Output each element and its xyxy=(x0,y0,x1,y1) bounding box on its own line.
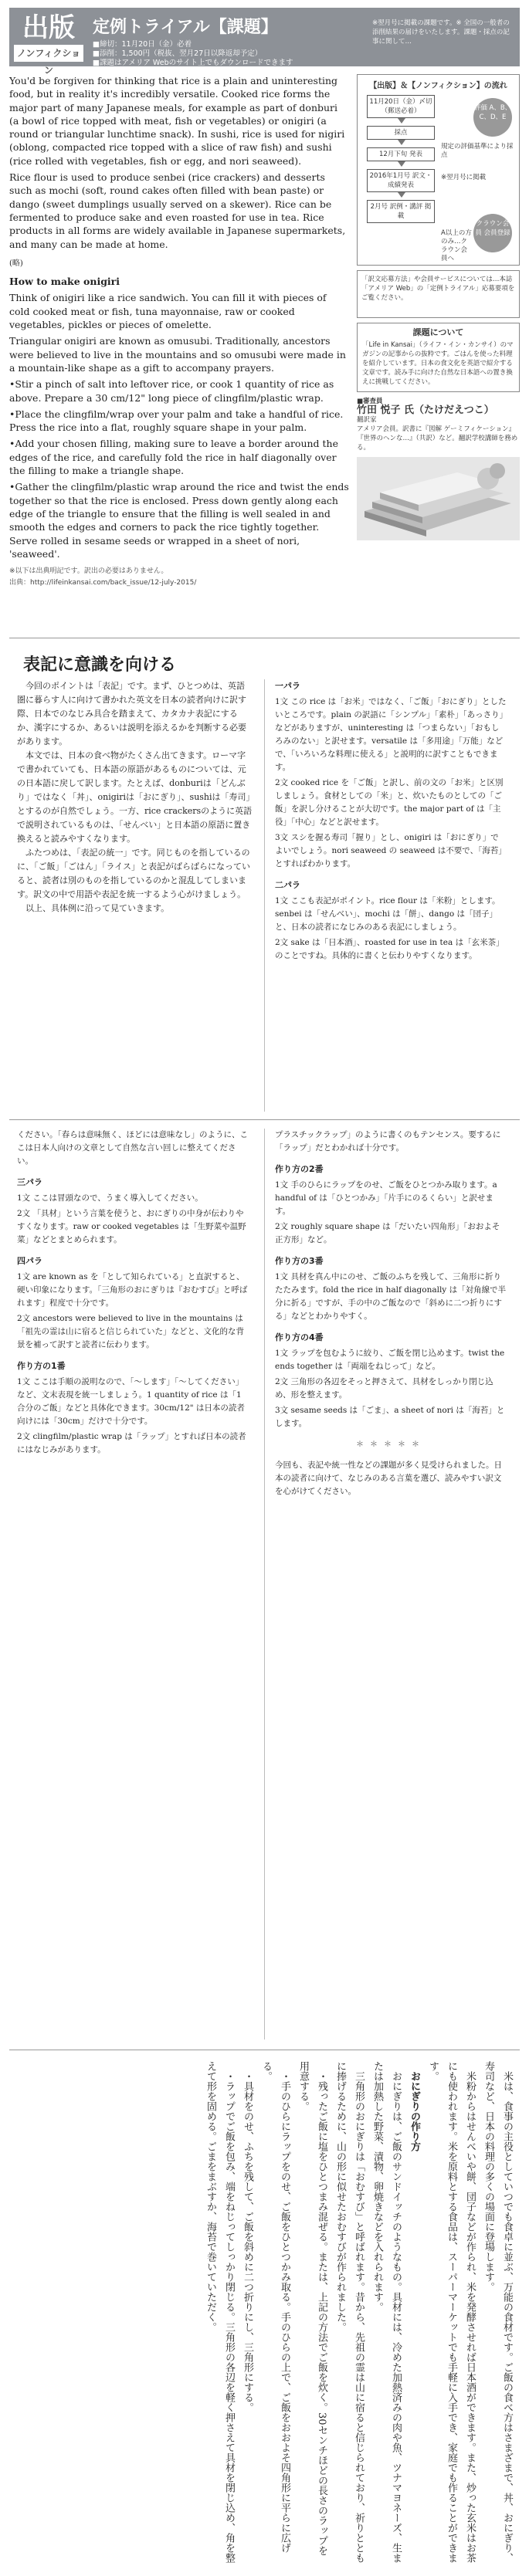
flow-diagram xyxy=(357,74,520,266)
section-heading: 三パラ xyxy=(17,1177,42,1187)
judge-name: 竹田 悦子 氏（たけだえつこ） xyxy=(357,405,494,416)
commentary-paragraph: 今回のポイントは「表記」です。まず、ひとつめは、英語圏に暮らす人に向けて書かれた英文を日本の読者向けに訳す際、日本でのなじみ具合を踏まえて、カタカナ表記にするか、漢字にするか、あるいは説明を添えるかを判断する必要があります。 xyxy=(17,681,246,746)
divider xyxy=(9,1119,520,1120)
source-paragraph: Rice flour is used to produce senbei (rice crackers) and desserts such as mochi (soft, round cakes often filled with bean paste) or dango (sweet dumplings usually served on a skewer). Rice can be fermented to produce sake and even roasted for use in tea. Rice products in all forms are widely available in Japanese supermarkets, and many can be made at home. xyxy=(9,171,346,250)
commentary-paragraph: 2文 cooked rice を「ご飯」と訳し、前の文の「お米」と区別しましょう。食材としての「米」と、炊いたものとしての「ご飯」を訳し分けることが大切です。the major part of は「主役」「中心」などと訳せます。 xyxy=(275,778,504,827)
grade-circle: 評価 A、B、C、D、E xyxy=(473,98,512,137)
commentary-paragraph: 2文 「具材」という言葉を使うと、おにぎりの中身が伝わりやすくなります。raw or cooked vegetables は「生野菜や温野菜」などとまとめられます。 xyxy=(17,1209,246,1244)
section-heading: 二パラ xyxy=(275,880,300,890)
commentary-paragraph: 3文 sesame seeds は「ごま」、a sheet of nori は「海苔」とします。 xyxy=(275,1406,505,1428)
header-meta xyxy=(93,40,293,77)
source-heading: How to make onigiri xyxy=(9,276,120,288)
source-footnote: ※以下は出典明記です。訳出の必要はありません。 xyxy=(9,567,168,576)
header-note: ※翌月号に掲載の課題です。※ 全国の一般者の添削結果の届けをいたします。課題・採点の記事に関して… xyxy=(372,19,510,46)
commentary-paragraph: ふたつめは、「表記の統一」です。同じものを指しているのに、「ご飯」「ごはん」「ライス」と表記がばらばらになっていると、読者は別のものを指しているのかと混乱してしまいます。訳文の中で用語や表記を統一するよう心がけましょう。 xyxy=(17,848,251,899)
commentary-paragraph: 3文 スシを握る寿司「握り」とし、onigiri は「おにぎり」でよいでしょう。nori seaweed の seaweed は不要で、「海苔」とすればわかります。 xyxy=(275,833,507,868)
arrow-down-icon xyxy=(398,140,405,145)
source-text xyxy=(9,74,349,588)
commentary-paragraph: 今回も、表記や統一性などの課題が多く見受けられました。日本の読者に向けて、なじみのある言葉を選び、読みやすい訳文を心がけてください。 xyxy=(275,1461,502,1496)
commentary-paragraph: 以上、具体例に沿って見ていきます。 xyxy=(25,903,170,913)
source-line: ■課題はアメリア Webのサイト上でもダウンロードできます xyxy=(93,59,293,67)
section-heading: 作り方の2番 xyxy=(275,1164,324,1174)
example-step: ・具材をのせ、ふちを残して、ご飯を斜めに二つ折りにし、三角形にする。 xyxy=(242,2071,253,2412)
arrow-down-icon xyxy=(398,192,405,198)
books-image xyxy=(357,457,520,540)
flow-step-review: 2月号 訳例・講評 掲載 xyxy=(367,200,435,223)
subcategory-label: ノンフィクション xyxy=(14,45,83,62)
example-paragraph: 米は、食事の主役としていつでも食卓に並ぶ、万能の食材です。ご飯の食べ方はさまざまで、丼、おにぎり、寿司など、日本の料理の多くの場面に登場します。 xyxy=(483,2061,513,2563)
commentary-paragraph: 2文 roughly square shape は「だいたい四角形」「おおよそ正方形」など。 xyxy=(275,1222,500,1244)
source-paragraph: Think of onigiri like a rice sandwich. You can fill it with pieces of cold cooked meat or fish, tuna mayonnaise, raw or cooked vegetables, pickles or pieces of omelette. xyxy=(9,292,327,331)
example-paragraph: 米粉からはせんべいや餅、団子などが作られ、米を発酵させれば日本酒ができます。また、炒った玄米はお茶にも使われます。米を原料とする食品は、スーパーマーケットでも手軽に入手でき、家庭でも作ることができます。 xyxy=(427,2061,476,2563)
commentary-paragraph: 2文 三角形の各辺をそっと押さえて、具材をしっかり閉じ込め、形を整えます。 xyxy=(275,1377,493,1400)
translation-example-vertical xyxy=(14,2061,516,2563)
judge-label: ■審査員 xyxy=(357,398,383,405)
commentary-paragraph: プラスチックラップ」のように書くのもテンセンス。要するに「ラップ」だとわかれば十分です。 xyxy=(275,1130,501,1153)
commentary-paragraph: 1文 手のひらにラップをのせ、ご飯をひとつかみ取ります。a handful of は「ひとつかみ」「片手にのるくらい」と訳せます。 xyxy=(275,1180,497,1216)
judge-profile xyxy=(357,397,520,452)
column-divider xyxy=(264,679,265,1112)
example-step: ・手のひらにラップをのせ、ご飯をひとつかみ取る。手のひらの上で、ご飯をおおよそ四角形に平らに広げる。 xyxy=(260,2061,290,2553)
commentary-right xyxy=(275,679,507,965)
about-text: 「Life in Kansai」（ライフ・イン・カンサイ）のマガジンの記事からの抜粋です。ごはんを使った料理を紹介しています。日本の食文化を英語で紹介する文章です。読み手に向けた自然な日本語への置き換えに挑戦してください。 xyxy=(362,341,514,386)
example-paragraph: おにぎりは、ご飯のサンドイッチのようなもの。具材には、冷めた加熱済みの肉や魚、ツナマヨネーズ、生または加熱した野菜、漬物、卵焼きなどを入れられます。 xyxy=(371,2061,402,2563)
example-paragraph: 三角形のおにぎりは「おむすび」と呼ばれます。昔から、先祖の霊は山に宿ると信じられており、祈りとともに捧げるために、山の形に似せたおむすびが作られました。 xyxy=(334,2061,365,2563)
commentary-paragraph: 1文 この rice は「お米」ではなく、「ご飯」「おにぎり」としたいところです。plain の訳語に「シンプル」「素朴」「あっさり」などがありますが、uninteresting は「つまらない」「おもしろみのない」と訳せます。versatile は「多用途」「万能」などで、「いろいろな料理に使える」と説明的に訳すこともできます。 xyxy=(275,697,507,772)
books-photo xyxy=(357,457,520,540)
flow-note: 規定の評価基準により採点 xyxy=(441,143,514,159)
commentary-lower-right xyxy=(275,1129,507,1501)
flow-note: A以上の方のみ…クラウン会員へ xyxy=(441,229,472,262)
section-heading: 作り方の3番 xyxy=(275,1256,324,1266)
section-heading: 作り方の1番 xyxy=(17,1361,66,1371)
arrow-down-icon xyxy=(398,161,405,167)
section-heading: 四パラ xyxy=(17,1256,42,1266)
example-step: ・残ったご飯に塩をひとつまみ混ぜる。または、上記の方法でご飯を炊く。30センチほどの長さのラップを用意する。 xyxy=(297,2061,327,2556)
source-paragraph: Triangular onigiri are known as omusubi. Traditionally, ancestors were believed to live in the mountains and so omusubi were made in a mountain-like shape as a gift to accompany prayers. xyxy=(9,335,346,374)
section-heading: 作り方の4番 xyxy=(275,1332,324,1342)
source-step: •Add your chosen filling, making sure to leave a border around the edges of the rice, and carefully fold the rice in half diagonally over the filling to make a triangle shape. xyxy=(9,438,339,477)
crown-member-circle: クラウン会員 会員登録 xyxy=(473,214,512,252)
arrow-down-icon xyxy=(398,118,405,124)
application-note: 「訳文応募方法」や会員サービスについては…本誌「アメリア Web」の「定例トライアル」応募要項をご覧ください。 xyxy=(357,270,520,318)
commentary-paragraph: ください。「春らは意味無く、ほどには意味なし」のように、ここは日本人向けの文章として自然な言い回しに整えてください。 xyxy=(17,1130,249,1166)
about-title: 課題について xyxy=(412,327,464,337)
flow-step-announce: 12月下旬 発表 xyxy=(367,147,435,161)
commentary-paragraph: 2文 ancestors were believed to live in the mountains は「祖先の霊は山に宿ると信じられていた」などと、文化的な背景を補って訳すと読者に伝わります。 xyxy=(17,1314,244,1349)
commentary-paragraph: 1文 具材を真ん中にのせ、ご飯のふちを残して、三角形に折りたたみます。fold the rice in half diagonally は「対角線で半分に折る」ですが、手の中のご飯なので「斜めに二つ折りにする」などとわかりやすく。 xyxy=(275,1272,507,1321)
commentary-paragraph: 1文 ここは手順の説明なので、「〜します」「〜してください」など、文末表現を統一しましょう。1 quantity of rice は「1合分のご飯」などと具体化できます。30cm/12" は日本の読者向けには「30cm」だけで十分です。 xyxy=(17,1377,245,1426)
source-citation: 出典：http://lifeinkansai.com/back_issue/12-july-2015/ xyxy=(9,579,197,587)
page-title: 定例トライアル【課題】 xyxy=(93,18,278,37)
sidebar xyxy=(357,74,520,540)
commentary-paragraph: 2文 clingfilm/plastic wrap は「ラップ」とすれば日本の読者にはなじみがあります。 xyxy=(17,1432,246,1454)
judge-role: 翻訳家 xyxy=(357,416,377,424)
commentary-paragraph: 1文 are known as を「として知られている」と直訳すると、硬い印象になります。「三角形のおにぎりは『おむすび』と呼ばれます」程度で十分です。 xyxy=(17,1272,248,1308)
category-label: 出版 xyxy=(22,12,75,43)
commentary-paragraph: 2文 sake は「日本酒」、roasted for use in tea は「玄米茶」のことですね。具体的に書くと伝わりやすくなります。 xyxy=(275,938,504,960)
commentary-paragraph: 1文 ラップを包むように絞り、ご飯を閉じ込めます。twist the ends together は「両端をねじって」など。 xyxy=(275,1349,505,1371)
omission-label: (略) xyxy=(9,259,23,268)
source-step: •Gather the clingfilm/plastic wrap around the rice and twist the ends together so that the rice is enclosed. Press down gently along each edge of the triangle to ensure that the filling is well sealed in and smooth the edges and corners to pack the rice tightly together. Serve rolled in sesame seeds or wrapped in a sheet of nori, 'seaweed'. xyxy=(9,481,349,560)
fee-text: ■添削：1,500円（税抜、翌月27日以降返却予定） xyxy=(93,49,263,58)
commentary-paragraph: 本文では、日本の食べ物がたくさん出てきます。ローマ字で書かれていても、日本語の原語があるものについては、元の日本語に戻して訳します。たとえば、donburiは「どんぶり」ではなく「丼」、onigiriは「おにぎり」、sushiは「寿司」とするのが自然でしょう。一方、rice crackersのように英語で説明されているものは、「せんべい」と日本語の原語に置き換えると読みやすくなります。 xyxy=(17,750,253,844)
commentary-paragraph: 1文 ここも表記がポイント。rice flour は「米粉」とします。senbei は「せんべい」、mochi は「餅」、dango は「団子」と、日本の読者になじみのある表記にしましょう。 xyxy=(275,896,500,932)
flow-title: 【出版】＆【ノンフィクション】の流れ xyxy=(369,82,507,90)
commentary-lower-left xyxy=(17,1129,249,1459)
column-divider xyxy=(264,1129,265,2039)
example-step: ・ラップでご飯を包み、端をねじってしっかり閉じる。三角形の各辺を軽く押さえて具材を閉じ込め、角を整えて形を固める。ごまをまぶすか、海苔で巻いていただく。 xyxy=(205,2061,235,2563)
source-step: •Place the clingfilm/wrap over your palm and take a handful of rice. Press the rice into a flat, roughly square shape in your palm. xyxy=(9,408,344,434)
section-heading: 一パラ xyxy=(275,681,300,691)
flow-step-results: 2016年1月号 訳文・成績発表 xyxy=(367,169,435,192)
deadline-text: ■締切：11月20日（金）必着 xyxy=(93,40,192,49)
download-url[interactable]: http://www.amelia.no.jp/user/content/content_top.do xyxy=(93,68,287,76)
source-step: •Stir a pinch of salt into leftover rice, or cook 1 quantity of rice as above. Prepare a 30 cm/12" long piece of clingfilm/plastic wrap. xyxy=(9,378,334,404)
source-paragraph: You'd be forgiven for thinking that rice is a plain and uninteresting food, but in reality it's incredibly versatile. Cooked rice forms the major part of many Japanese meals, for example as part of donburi (a bowl of rice topped with meat, fish or vegetables) or onigiri (a round or triangular lunchtime snack). In sushi, rice is used for nigiri (oblong, compacted rice topped with a slice of raw fish) and sushi (rice rolled with vegetables, fish or egg, and nori seaweed). xyxy=(9,75,345,167)
column-title: 表記に意識を向ける xyxy=(23,655,177,675)
example-heading: おにぎりの作り方 xyxy=(409,2071,420,2151)
header-banner xyxy=(9,8,520,76)
section-separator: ＊＊＊＊＊ xyxy=(356,1440,426,1449)
commentary-paragraph: 1文 ここは冒頭なので、うまく導入してください。 xyxy=(17,1193,203,1203)
judge-bio: アメリア会員。訳書に『図解 ゲーミフィケーション』『世界のヘンな…』（共訳）など。翻訳学校講師を務める。 xyxy=(357,425,518,452)
about-box xyxy=(357,323,520,392)
flow-note: ※翌月号に掲載 xyxy=(441,174,487,181)
commentary-left xyxy=(17,679,253,916)
flow-step-grading: 採点 xyxy=(367,126,435,140)
flow-step-deadline: 11月20日（金）〆切（郵送必着） xyxy=(367,95,435,118)
